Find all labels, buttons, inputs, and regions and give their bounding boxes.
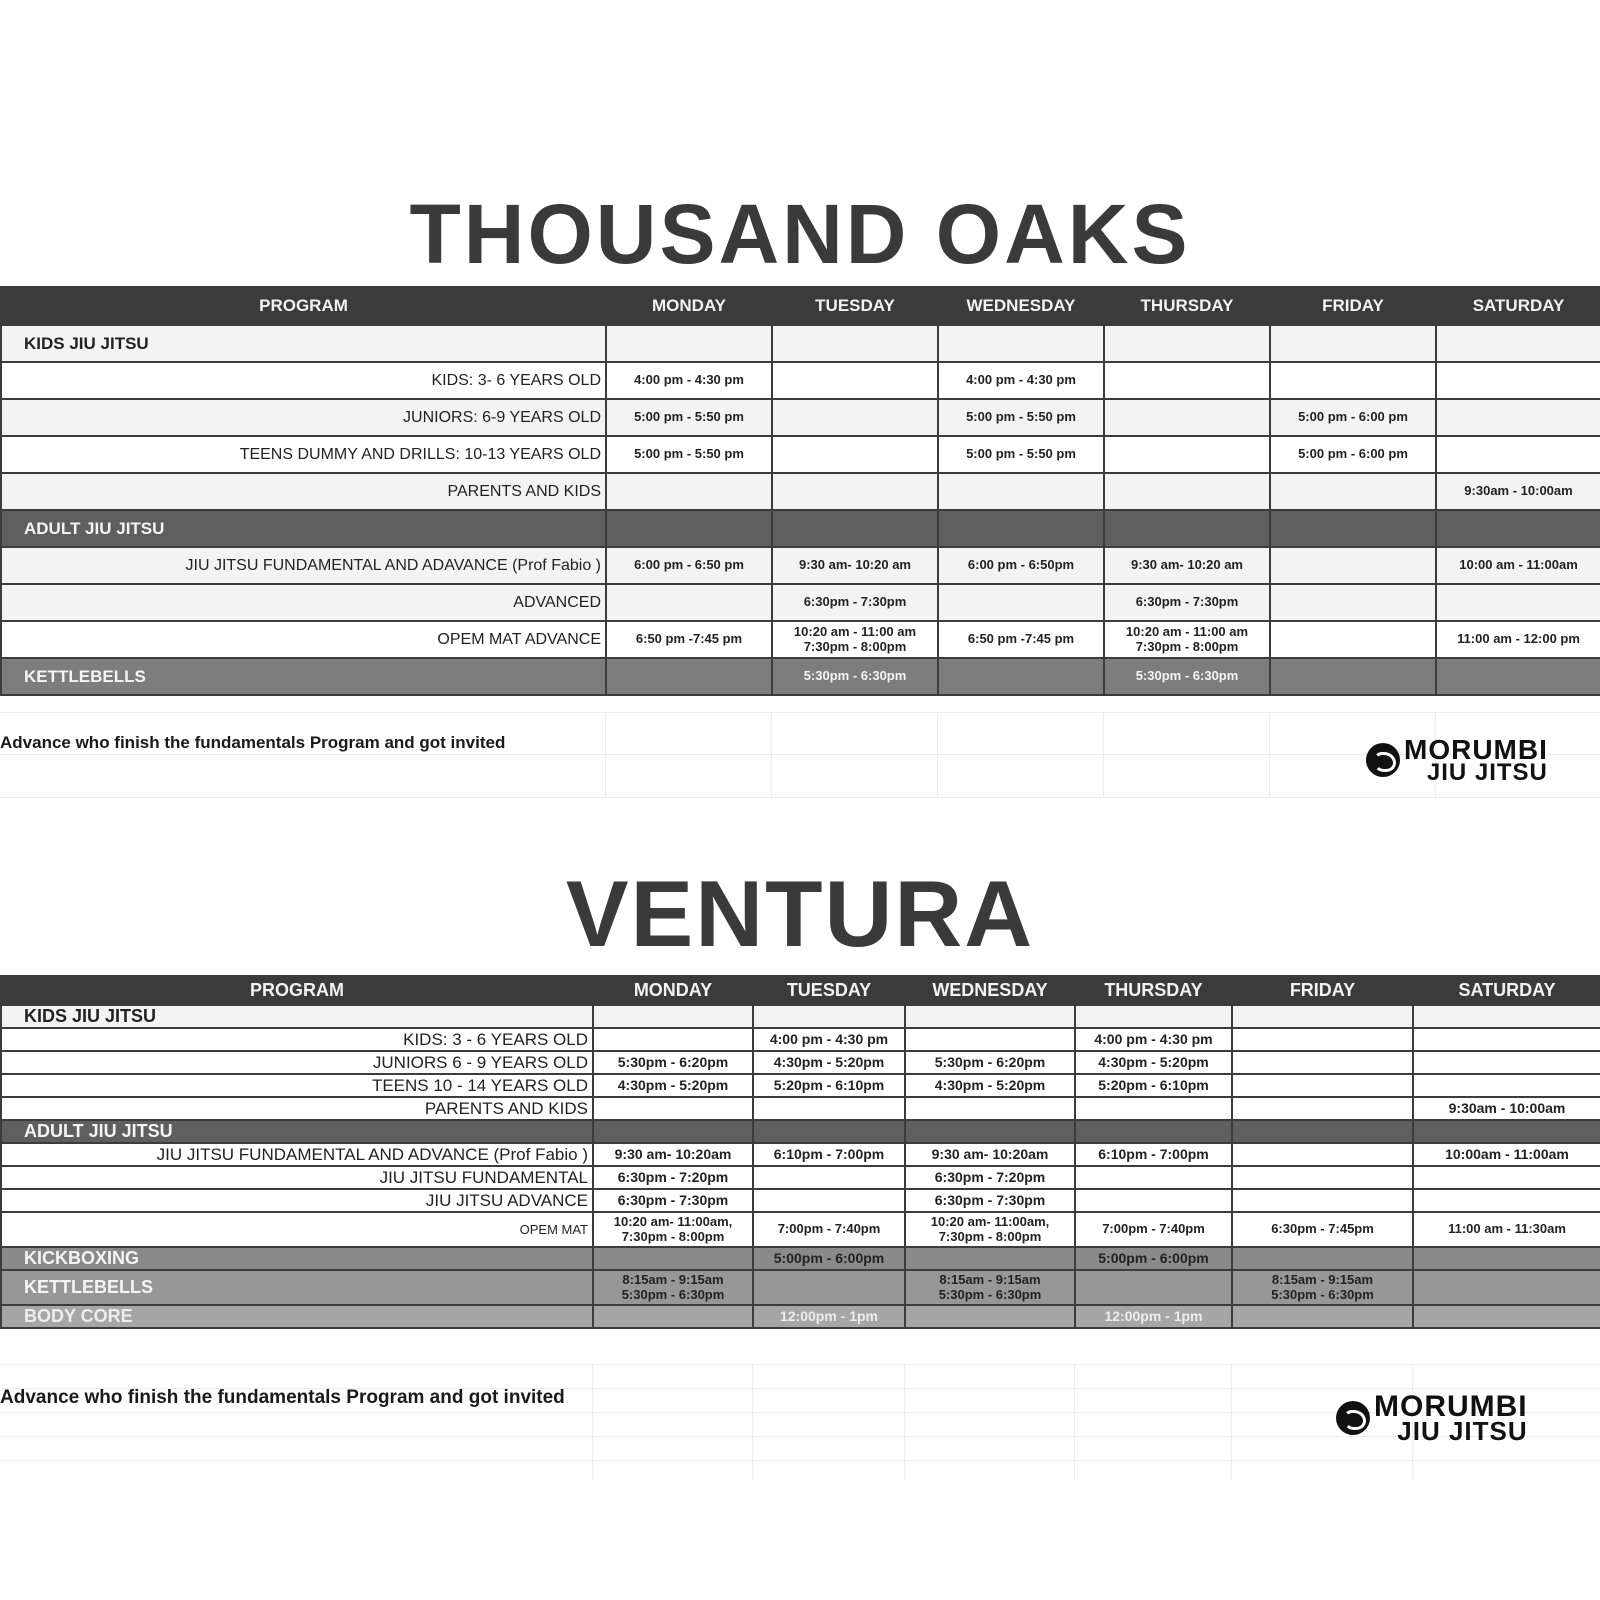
time-cell — [593, 1028, 753, 1051]
program-label: KIDS: 3- 6 YEARS OLD — [1, 362, 606, 399]
table-row — [1, 1166, 1600, 1189]
logo-line-1: MORUMBI — [1374, 1390, 1528, 1423]
time-cell — [1270, 325, 1436, 362]
time-cell: 5:00 pm - 5:50 pm — [938, 436, 1104, 473]
time-cell — [1413, 1247, 1600, 1270]
time-cell — [1232, 1097, 1413, 1120]
time-cell: 6:30pm - 7:30pm — [772, 584, 938, 621]
time-cell — [606, 510, 772, 547]
time-cell — [1232, 1166, 1413, 1189]
time-cell: 11:00 am - 12:00 pm — [1436, 621, 1600, 658]
program-label: JIU JITSU FUNDAMENTAL AND ADVANCE (Prof Fabio ) — [1, 1143, 593, 1166]
time-cell — [753, 1097, 905, 1120]
table-row — [1, 621, 1600, 658]
time-cell — [1075, 1166, 1232, 1189]
time-cell — [905, 1005, 1075, 1028]
time-cell: 10:20 am - 11:00 am 7:30pm - 8:00pm — [772, 621, 938, 658]
time-cell — [593, 1305, 753, 1328]
program-label: JUNIORS: 6-9 YEARS OLD — [1, 399, 606, 436]
time-cell: 5:30pm - 6:30pm — [772, 658, 938, 695]
time-cell — [1413, 1270, 1600, 1305]
time-cell — [1270, 658, 1436, 695]
time-cell — [753, 1270, 905, 1305]
time-cell — [1436, 399, 1600, 436]
thousand-oaks-schedule-table — [0, 286, 1600, 696]
time-cell: 7:00pm - 7:40pm — [1075, 1212, 1232, 1247]
time-cell — [772, 362, 938, 399]
table-row — [1, 1028, 1600, 1051]
table-row — [1, 1097, 1600, 1120]
time-cell: 9:30 am- 10:20 am — [1104, 547, 1270, 584]
time-cell — [1413, 1305, 1600, 1328]
time-cell — [753, 1120, 905, 1143]
time-cell: 4:00 pm - 4:30 pm — [938, 362, 1104, 399]
column-header-tuesday: TUESDAY — [772, 287, 938, 325]
ventura-title: VENTURA — [565, 861, 1035, 966]
time-cell: 6:10pm - 7:00pm — [753, 1143, 905, 1166]
logo-line-2: JIU JITSU — [1426, 759, 1548, 787]
morumbi-logo — [1336, 1390, 1528, 1446]
time-cell — [1232, 1028, 1413, 1051]
time-cell: 4:30pm - 5:20pm — [753, 1051, 905, 1074]
time-cell — [1104, 436, 1270, 473]
program-label: TEENS 10 - 14 YEARS OLD — [1, 1074, 593, 1097]
time-cell: 10:20 am- 11:00am, 7:30pm - 8:00pm — [905, 1212, 1075, 1247]
time-cell — [1075, 1189, 1232, 1212]
time-cell — [1075, 1270, 1232, 1305]
section-row — [1, 1270, 1600, 1305]
program-label: JIU JITSU FUNDAMENTAL AND ADAVANCE (Prof Fabio ) — [1, 547, 606, 584]
program-label: KIDS JIU JITSU — [1, 325, 606, 362]
time-cell — [938, 658, 1104, 695]
time-cell: 7:00pm - 7:40pm — [753, 1212, 905, 1247]
column-header-program: PROGRAM — [1, 287, 606, 325]
time-cell: 9:30 am- 10:20am — [593, 1143, 753, 1166]
time-cell: 5:00 pm - 6:00 pm — [1270, 436, 1436, 473]
table-row — [1, 1189, 1600, 1212]
time-cell: 5:00 pm - 5:50 pm — [938, 399, 1104, 436]
morumbi-logo — [1366, 734, 1548, 787]
time-cell — [593, 1120, 753, 1143]
time-cell — [1436, 362, 1600, 399]
time-cell — [753, 1189, 905, 1212]
time-cell: 5:00pm - 6:00pm — [753, 1247, 905, 1270]
program-label: JUNIORS 6 - 9 YEARS OLD — [1, 1051, 593, 1074]
time-cell: 4:30pm - 5:20pm — [593, 1074, 753, 1097]
time-cell: 9:30am - 10:00am — [1413, 1097, 1600, 1120]
table-row — [1, 1074, 1600, 1097]
program-label: KIDS JIU JITSU — [1, 1005, 593, 1028]
time-cell — [905, 1097, 1075, 1120]
time-cell — [905, 1247, 1075, 1270]
time-cell — [905, 1305, 1075, 1328]
ventura-note: Advance who finish the fundamentals Program and got invited — [0, 1387, 565, 1408]
program-label: BODY CORE — [1, 1305, 593, 1328]
time-cell: 5:30pm - 6:30pm — [1104, 658, 1270, 695]
time-cell: 5:00 pm - 5:50 pm — [606, 436, 772, 473]
time-cell — [938, 473, 1104, 510]
time-cell: 5:00 pm - 6:00 pm — [1270, 399, 1436, 436]
time-cell: 6:30pm - 7:30pm — [593, 1189, 753, 1212]
time-cell: 12:00pm - 1pm — [1075, 1305, 1232, 1328]
time-cell — [772, 473, 938, 510]
table-row — [1, 1143, 1600, 1166]
time-cell — [1270, 473, 1436, 510]
time-cell: 9:30am - 10:00am — [1436, 473, 1600, 510]
time-cell — [905, 1120, 1075, 1143]
column-header-tuesday: TUESDAY — [753, 976, 905, 1005]
time-cell — [1270, 510, 1436, 547]
time-cell — [1413, 1074, 1600, 1097]
time-cell — [1232, 1051, 1413, 1074]
lion-logo-icon — [1336, 1401, 1370, 1435]
time-cell — [1075, 1120, 1232, 1143]
section-row — [1, 1247, 1600, 1270]
time-cell: 5:20pm - 6:10pm — [1075, 1074, 1232, 1097]
time-cell: 6:30pm - 7:30pm — [1104, 584, 1270, 621]
time-cell — [938, 510, 1104, 547]
time-cell — [1413, 1189, 1600, 1212]
time-cell: 6:50 pm -7:45 pm — [938, 621, 1104, 658]
program-label: KICKBOXING — [1, 1247, 593, 1270]
time-cell: 4:30pm - 5:20pm — [1075, 1051, 1232, 1074]
time-cell: 4:00 pm - 4:30 pm — [606, 362, 772, 399]
time-cell: 6:30pm - 7:30pm — [905, 1189, 1075, 1212]
table-row — [1, 547, 1600, 584]
time-cell: 9:30 am- 10:20am — [905, 1143, 1075, 1166]
time-cell — [1270, 621, 1436, 658]
time-cell: 6:00 pm - 6:50 pm — [606, 547, 772, 584]
time-cell: 6:50 pm -7:45 pm — [606, 621, 772, 658]
program-label: PARENTS AND KIDS — [1, 1097, 593, 1120]
time-cell — [1232, 1305, 1413, 1328]
column-header-saturday: SATURDAY — [1413, 976, 1600, 1005]
time-cell — [593, 1005, 753, 1028]
time-cell — [772, 325, 938, 362]
time-cell: 5:20pm - 6:10pm — [753, 1074, 905, 1097]
ventura-schedule-table — [0, 975, 1600, 1329]
column-header-wednesday: WEDNESDAY — [938, 287, 1104, 325]
program-label: JIU JITSU ADVANCE — [1, 1189, 593, 1212]
column-header-saturday: SATURDAY — [1436, 287, 1600, 325]
table-row — [1, 473, 1600, 510]
time-cell — [1104, 362, 1270, 399]
program-label: OPEM MAT ADVANCE — [1, 621, 606, 658]
time-cell — [772, 399, 938, 436]
time-cell — [905, 1028, 1075, 1051]
time-cell — [1436, 325, 1600, 362]
time-cell — [1075, 1005, 1232, 1028]
time-cell — [1413, 1028, 1600, 1051]
program-label: ADVANCED — [1, 584, 606, 621]
time-cell — [593, 1247, 753, 1270]
time-cell — [1232, 1005, 1413, 1028]
time-cell: 4:00 pm - 4:30 pm — [1075, 1028, 1232, 1051]
section-row — [1, 325, 1600, 362]
column-header-program: PROGRAM — [1, 976, 593, 1005]
program-label: JIU JITSU FUNDAMENTAL — [1, 1166, 593, 1189]
time-cell — [1104, 325, 1270, 362]
time-cell — [1104, 399, 1270, 436]
section-row — [1, 658, 1600, 695]
program-label: KETTLEBELLS — [1, 658, 606, 695]
time-cell — [1270, 547, 1436, 584]
column-header-thursday: THURSDAY — [1104, 287, 1270, 325]
time-cell: 10:00am - 11:00am — [1413, 1143, 1600, 1166]
time-cell: 4:00 pm - 4:30 pm — [753, 1028, 905, 1051]
logo-line-1: MORUMBI — [1404, 734, 1548, 765]
time-cell — [938, 584, 1104, 621]
time-cell: 11:00 am - 11:30am — [1413, 1212, 1600, 1247]
time-cell: 10:20 am- 11:00am, 7:30pm - 8:00pm — [593, 1212, 753, 1247]
column-header-monday: MONDAY — [606, 287, 772, 325]
program-label: OPEM MAT — [1, 1212, 593, 1247]
time-cell: 6:10pm - 7:00pm — [1075, 1143, 1232, 1166]
lion-logo-icon — [1366, 743, 1400, 777]
time-cell: 5:30pm - 6:20pm — [593, 1051, 753, 1074]
time-cell — [1436, 658, 1600, 695]
time-cell — [606, 473, 772, 510]
time-cell — [772, 510, 938, 547]
time-cell: 10:20 am - 11:00 am 7:30pm - 8:00pm — [1104, 621, 1270, 658]
time-cell: 4:30pm - 5:20pm — [905, 1074, 1075, 1097]
time-cell — [1232, 1143, 1413, 1166]
program-label: KETTLEBELLS — [1, 1270, 593, 1305]
time-cell — [753, 1005, 905, 1028]
thousand-oaks-note: Advance who finish the fundamentals Program and got invited — [0, 733, 506, 752]
time-cell — [1436, 436, 1600, 473]
time-cell: 6:30pm - 7:20pm — [905, 1166, 1075, 1189]
time-cell: 6:30pm - 7:20pm — [593, 1166, 753, 1189]
time-cell: 9:30 am- 10:20 am — [772, 547, 938, 584]
program-label: KIDS: 3 - 6 YEARS OLD — [1, 1028, 593, 1051]
table-row — [1, 1212, 1600, 1247]
time-cell — [1232, 1189, 1413, 1212]
time-cell — [938, 325, 1104, 362]
time-cell — [753, 1166, 905, 1189]
section-row — [1, 510, 1600, 547]
time-cell — [1436, 510, 1600, 547]
faint-grid — [0, 712, 1600, 798]
table-row — [1, 399, 1600, 436]
table-header-row — [1, 976, 1600, 1005]
time-cell: 8:15am - 9:15am 5:30pm - 6:30pm — [905, 1270, 1075, 1305]
time-cell: 6:00 pm - 6:50pm — [938, 547, 1104, 584]
time-cell — [1413, 1166, 1600, 1189]
time-cell: 10:00 am - 11:00am — [1436, 547, 1600, 584]
program-label: TEENS DUMMY AND DRILLS: 10-13 YEARS OLD — [1, 436, 606, 473]
time-cell — [1270, 362, 1436, 399]
table-row — [1, 362, 1600, 399]
time-cell: 6:30pm - 7:45pm — [1232, 1212, 1413, 1247]
time-cell — [1104, 473, 1270, 510]
table-row — [1, 436, 1600, 473]
column-header-wednesday: WEDNESDAY — [905, 976, 1075, 1005]
column-header-thursday: THURSDAY — [1075, 976, 1232, 1005]
table-row — [1, 584, 1600, 621]
time-cell — [1413, 1005, 1600, 1028]
time-cell — [772, 436, 938, 473]
time-cell: 8:15am - 9:15am 5:30pm - 6:30pm — [593, 1270, 753, 1305]
column-header-friday: FRIDAY — [1232, 976, 1413, 1005]
table-header-row — [1, 287, 1600, 325]
column-header-friday: FRIDAY — [1270, 287, 1436, 325]
time-cell: 12:00pm - 1pm — [753, 1305, 905, 1328]
time-cell — [1232, 1120, 1413, 1143]
time-cell — [1270, 584, 1436, 621]
time-cell — [606, 584, 772, 621]
time-cell: 5:00pm - 6:00pm — [1075, 1247, 1232, 1270]
program-label: ADULT JIU JITSU — [1, 510, 606, 547]
time-cell — [1232, 1074, 1413, 1097]
time-cell: 5:30pm - 6:20pm — [905, 1051, 1075, 1074]
section-row — [1, 1120, 1600, 1143]
column-header-monday: MONDAY — [593, 976, 753, 1005]
time-cell: 8:15am - 9:15am 5:30pm - 6:30pm — [1232, 1270, 1413, 1305]
table-row — [1, 1051, 1600, 1074]
section-row — [1, 1305, 1600, 1328]
program-label: PARENTS AND KIDS — [1, 473, 606, 510]
time-cell — [606, 325, 772, 362]
time-cell — [1232, 1247, 1413, 1270]
program-label: ADULT JIU JITSU — [1, 1120, 593, 1143]
time-cell — [1075, 1097, 1232, 1120]
time-cell — [1413, 1120, 1600, 1143]
time-cell — [1436, 584, 1600, 621]
thousand-oaks-title: THOUSAND OAKS — [409, 187, 1191, 281]
time-cell — [606, 658, 772, 695]
time-cell — [1104, 510, 1270, 547]
time-cell — [593, 1097, 753, 1120]
time-cell: 5:00 pm - 5:50 pm — [606, 399, 772, 436]
logo-line-2: JIU JITSU — [1397, 1416, 1528, 1446]
section-row — [1, 1005, 1600, 1028]
time-cell — [1413, 1051, 1600, 1074]
